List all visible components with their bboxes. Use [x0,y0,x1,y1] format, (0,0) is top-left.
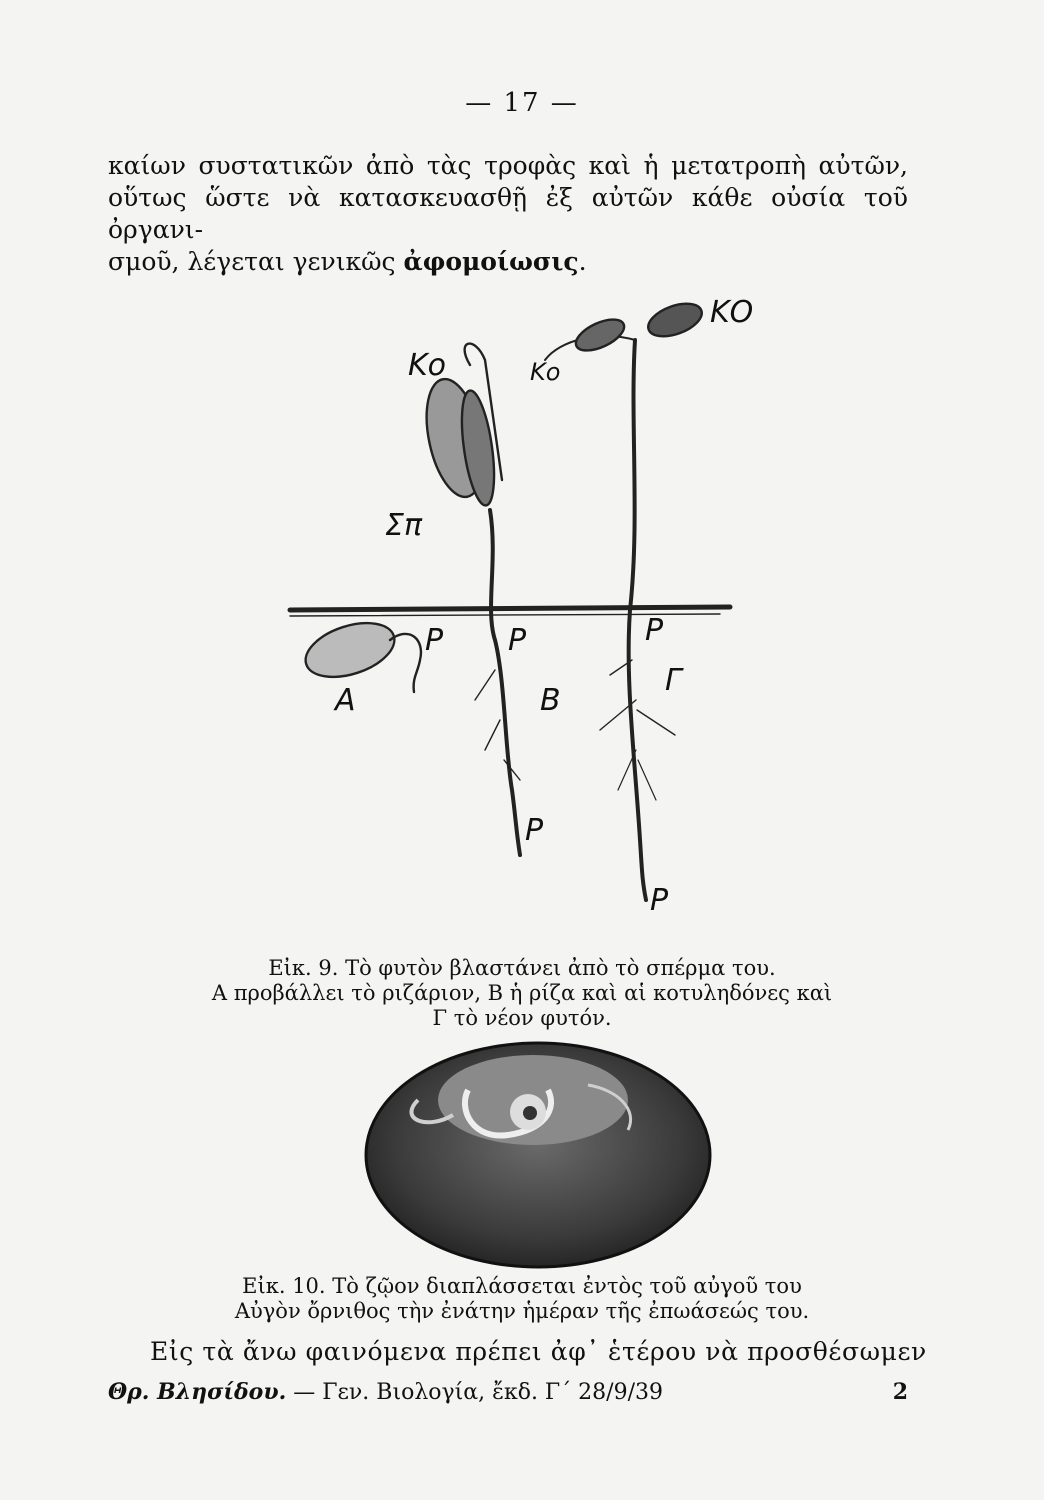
label-a: Α [335,683,356,718]
paragraph-line-3 [108,246,908,278]
label-r-3: Ρ [645,613,664,648]
footer-publication-info: — Γεν. Βιολογία, ἔκδ. Γ´ 28/9/39 [293,1380,663,1405]
figure-9-caption-line-1: Εἰκ. 9. Τὸ φυτὸν βλαστάνει ἀπὸ τὸ σπέρμα του. [268,956,776,980]
label-sp: Σπ [385,508,423,543]
figure-9-caption-line-2: Α προβάλλει τὸ ριζάριον, Β ἡ ρίζα καὶ αἱ κοτυληδόνες καὶ [211,981,833,1005]
body-paragraph [108,150,908,278]
footer-author: Θρ. Βλησίδου. [108,1379,287,1405]
label-b: Β [540,683,561,718]
paragraph-line-2: οὕτως ὥστε νὰ κατασκευασθῇ ἐξ αὐτῶν κάθε οὐσία τοῦ ὀργανι- [108,183,908,244]
figure-9-caption-line-3: Γ τὸ νέον φυτόν. [432,1006,612,1030]
figure-9-caption [108,956,936,1031]
label-r-2: Ρ [508,623,527,658]
term-assimilation: ἀφομοίωσις [403,247,579,276]
paragraph-line-1: καίων συστατικῶν ἀπὸ τὰς τροφὰς καὶ ἡ μετατροπὴ αὐτῶν, [108,151,908,180]
bottom-text-line: Εἰς τὰ ἄνω φαινόμενα πρέπει ἀφ᾽ ἑτέρου νὰ προσθέσωμεν [150,1337,927,1366]
page-number: — 17 — [465,88,579,118]
page-footer [108,1378,908,1407]
label-r-4: Ρ [525,813,544,848]
figure-10-caption-line-2: Αὐγὸν ὄρνιθος τὴν ἐνάτην ἡμέραν τῆς ἐπωάσεώς του. [234,1299,810,1323]
label-ko-2: Κο [530,358,561,386]
paragraph-line-3-suffix: . [578,247,587,276]
figure-10-egg-illustration [358,1030,718,1270]
paragraph-line-3-prefix: σμοῦ, λέγεται γενικῶς [108,247,404,276]
label-r-5: Ρ [650,883,669,918]
label-g: Γ [665,663,682,698]
label-ko-1: Κο [408,348,447,383]
label-r-1: Ρ [425,623,444,658]
label-ko-3: ΚΟ [710,295,754,330]
figure-10-caption [108,1274,936,1324]
figure-10-caption-line-1: Εἰκ. 10. Τὸ ζῷον διαπλάσσεται ἐντὸς τοῦ αὐγοῦ του [242,1274,802,1298]
footer-signature-number: 2 [892,1379,908,1405]
figure-9-germination-illustration [280,280,760,950]
